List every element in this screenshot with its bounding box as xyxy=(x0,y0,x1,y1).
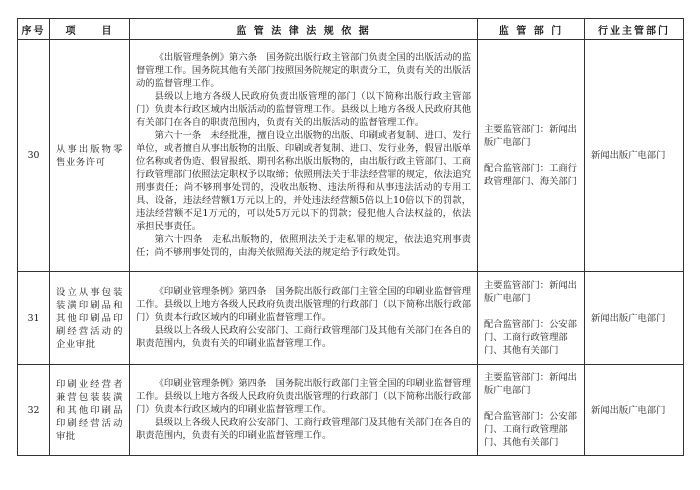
basis-paragraph: 第六十一条 未经批准，擅自设立出版物的出版、印刷或者复制、进口、发行单位，或者擅自从事出版物的出版、印刷或者复制、进口、发行业务，假冒出版单位名称或者伪造、假冒报纸、期刊名称出版出版物的，由出版行政主管部门、工商行政管理部门依照法定职权予以取缔；依照刑法关于非法经营罪的规定，依法追究刑事责任；尚不够刑事处罚的，没收出版物、违法所得和从事违法活动的专用工具、设备，违法经营额1万元以上的，并处违法经营额5倍以上10倍以下的罚款，违法经营额不足1万元的，可以处5万元以下的罚款；侵犯他人合法权益的，依法承担民事责任。 xyxy=(136,129,471,232)
row-basis xyxy=(130,40,478,272)
basis-paragraph: 《印刷业管理条例》第四条 国务院出版行政部门主管全国的印刷业监督管理工作。县级以上地方各级人民政府负责出版管理的行政部门（以下简称出版行政部门）负责本行政区域内的印刷业监督管理工作。 xyxy=(136,377,471,415)
row-item: 从事出版物零售业务许可 xyxy=(50,40,130,272)
row-industry: 新闻出版广电部门 xyxy=(585,365,684,456)
header-industry: 行业主管部门 xyxy=(585,19,684,40)
dept-coop: 配合监管部门：工商行政管理部门、海关部门 xyxy=(484,163,577,187)
dept-coop: 配合监管部门：公安部门、工商行政管理部门、其他有关部门 xyxy=(484,411,577,448)
row-number: 30 xyxy=(18,40,50,272)
row-dept xyxy=(478,40,585,272)
basis-paragraph: 县级以上地方各级人民政府负责出版管理的部门（以下简称出版行政主管部门）负责本行政区域内出版活动的监督管理工作。县级以上地方各级人民政府其他有关部门在各自的职责范围内，负责有关的出版活动的监督管理工作。 xyxy=(136,90,471,128)
row-basis xyxy=(130,365,478,456)
row-industry: 新闻出版广电部门 xyxy=(585,40,684,272)
table-row xyxy=(18,272,684,365)
header-item: 项 目 xyxy=(50,19,130,40)
dept-coop: 配合监管部门：公安部门、工商行政管理部门、其他有关部门 xyxy=(484,319,577,356)
table-row xyxy=(18,365,684,456)
header-basis: 监 管 法 律 法 规 依 据 xyxy=(130,19,478,40)
row-basis xyxy=(130,272,478,365)
table-row xyxy=(18,40,684,272)
dept-main: 主要监管部门：新闻出版广电部门 xyxy=(484,280,577,304)
row-item: 设立从事包装装潢印刷品和其他印刷品印刷经营活动的企业审批 xyxy=(50,272,130,365)
row-dept xyxy=(478,365,585,456)
row-dept xyxy=(478,272,585,365)
dept-main: 主要监管部门：新闻出版广电部门 xyxy=(484,124,577,148)
row-number: 32 xyxy=(18,365,50,456)
basis-paragraph: 县级以上各级人民政府公安部门、工商行政管理部门及其他有关部门在各自的职责范围内，负责有关的印刷业监督管理工作。 xyxy=(136,324,471,349)
basis-paragraph: 《出版管理条例》第六条 国务院出版行政主管部门负责全国的出版活动的监督管理工作。国务院其他有关部门按照国务院规定的职责分工，负责有关的出版活动的监督管理工作。 xyxy=(136,51,471,89)
basis-paragraph: 《印刷业管理条例》第四条 国务院出版行政部门主管全国的印刷业监督管理工作。县级以上地方各级人民政府负责出版管理的行政部门（以下简称出版行政部门）负责本行政区域内的印刷业监督管理工作。 xyxy=(136,285,471,323)
header-num: 序号 xyxy=(18,19,50,40)
row-number: 31 xyxy=(18,272,50,365)
row-item: 印刷业经营者兼营包装装潢和其他印刷品印刷经营活动审批 xyxy=(50,365,130,456)
table-header-row xyxy=(18,19,684,40)
header-dept: 监 管 部 门 xyxy=(478,19,585,40)
basis-paragraph: 县级以上各级人民政府公安部门、工商行政管理部门及其他有关部门在各自的职责范围内，负责有关的印刷业监督管理工作。 xyxy=(136,416,471,441)
basis-paragraph: 第六十四条 走私出版物的，依照刑法关于走私罪的规定，依法追究刑事责任；尚不够刑事处罚的，由海关依照海关法的规定给予行政处罚。 xyxy=(136,233,471,258)
row-industry: 新闻出版广电部门 xyxy=(585,272,684,365)
dept-main: 主要监管部门：新闻出版广电部门 xyxy=(484,372,577,396)
regulation-table xyxy=(17,18,684,456)
